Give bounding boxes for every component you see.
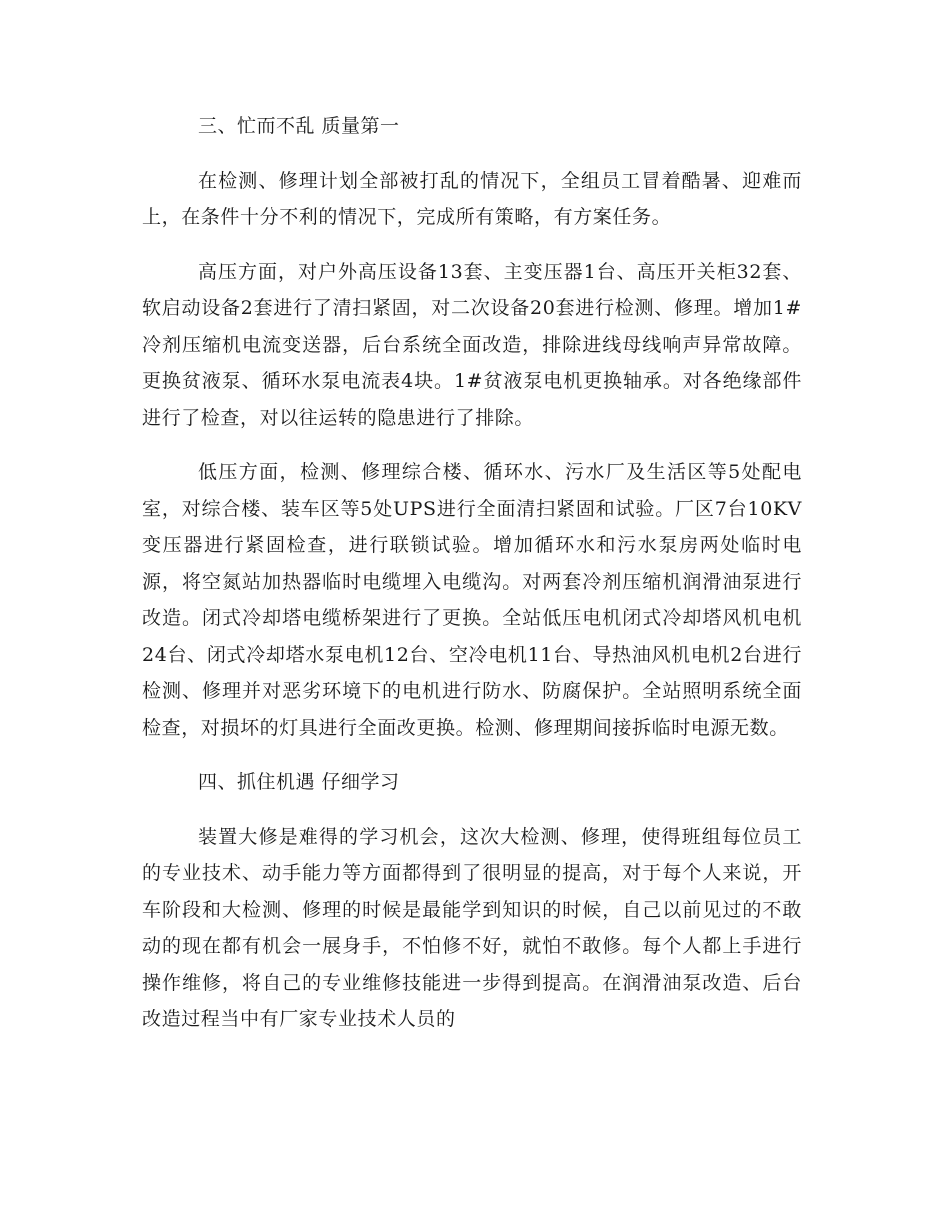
paragraph-learning: 装置大修是难得的学习机会，这次大检测、修理，使得班组每位员工的专业技术、动手能力等方面都得到了很明显的提高，对于每个人来说，开车阶段和大检测、修理的时候是最能学到知识的时候，自己以前见过的不敢动的现在都有机会一展身手，不怕修不好，就怕不敢修。每个人都上手进行操作维修，将自己的专业维修技能进一步得到提高。在润滑油泵改造、后台改造过程当中有厂家专业技术人员的: [142, 825, 802, 1030]
section-heading-3: 三、忙而不乱 质量第一: [198, 115, 400, 137]
document-body: [142, 108, 802, 1056]
paragraph-high-voltage: 高压方面，对户外高压设备13套、主变压器1台、高压开关柜32套、软启动设备2套进行了清扫紧固，对二次设备20套进行检测、修理。增加1#冷剂压缩机电流变送器，后台系统全面改造，排除进线母线响声异常故障。更换贫液泵、循环水泵电流表4块。1#贫液泵电机更换轴承。对各绝缘部件进行了检查，对以往运转的隐患进行了排除。: [142, 260, 802, 429]
section-heading-4: 四、抓住机遇 仔细学习: [198, 771, 400, 793]
paragraph-intro: 在检测、修理计划全部被打乱的情况下，全组员工冒着酷暑、迎难而上，在条件十分不利的情况下，完成所有策略，有方案任务。: [142, 169, 802, 228]
paragraph-low-voltage: 低压方面，检测、修理综合楼、循环水、污水厂及生活区等5处配电室，对综合楼、装车区等5处UPS进行全面清扫紧固和试验。厂区7台10KV变压器进行紧固检查，进行联锁试验。增加循环水和污水泵房两处临时电源，将空氮站加热器临时电缆埋入电缆沟。对两套冷剂压缩机润滑油泵进行改造。闭式冷却塔电缆桥架进行了更换。全站低压电机闭式冷却塔风机电机24台、闭式冷却塔水泵电机12台、空冷电机11台、导热油风机电机2台进行检测、修理并对恶劣环境下的电机进行防水、防腐保护。全站照明系统全面检查，对损坏的灯具进行全面改更换。检测、修理期间接拆临时电源无数。: [142, 461, 802, 739]
